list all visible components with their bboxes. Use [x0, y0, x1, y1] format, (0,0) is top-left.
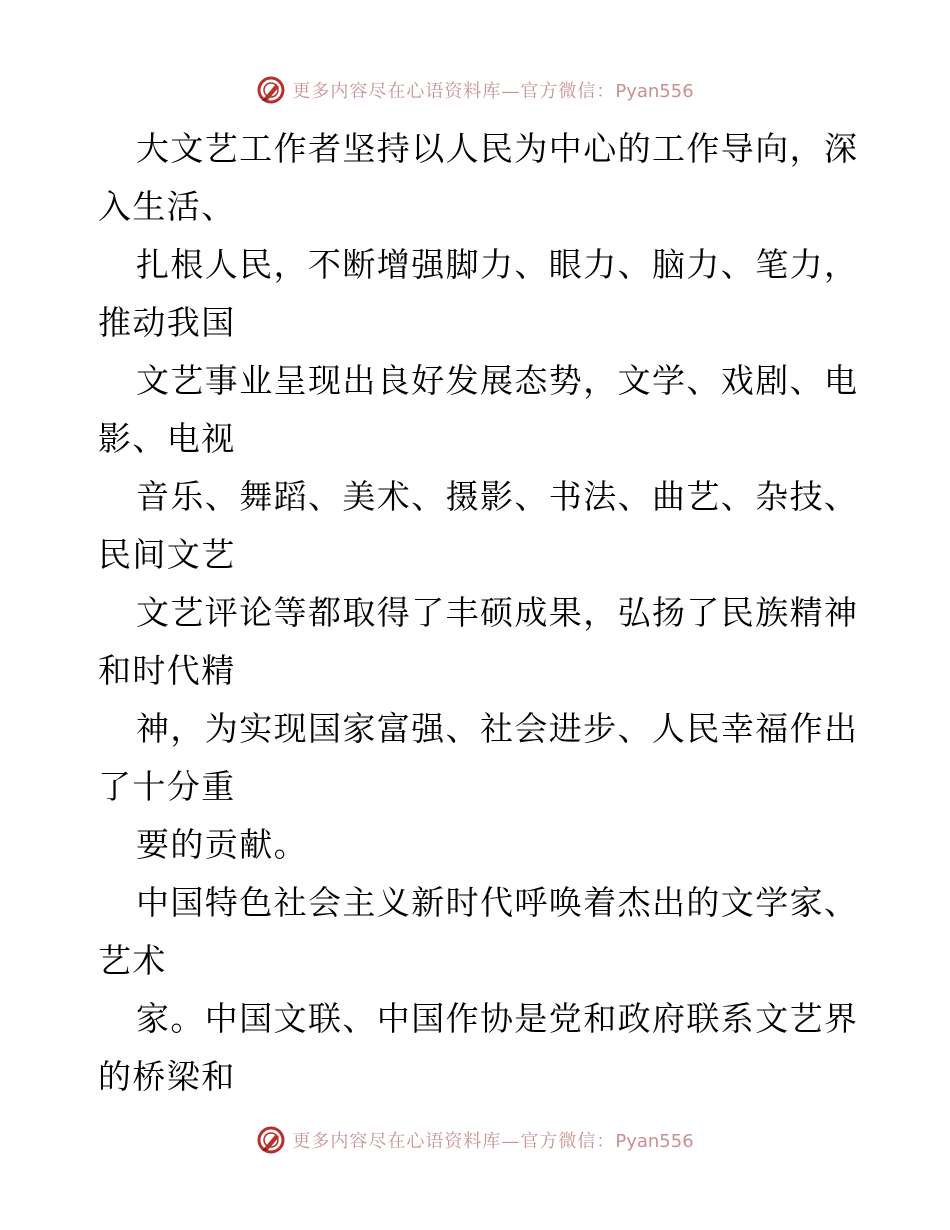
text-line: 扎根人民，不断增强脚力、眼力、脑力、笔力， — [136, 245, 859, 284]
text-line: 入生活、 — [98, 187, 236, 226]
text-line: 音乐、舞蹈、美术、摄影、书法、曲艺、杂技、 — [136, 477, 859, 516]
text-line: 影、电视 — [98, 419, 236, 458]
text-line: 文艺事业呈现出良好发展态势，文学、戏剧、电 — [136, 361, 859, 400]
pen-logo-icon — [256, 75, 286, 105]
watermark-cn: 更多内容尽在心语资料库—官方微信： — [292, 81, 616, 102]
text-line: 推动我国 — [98, 303, 236, 342]
text-line: 和时代精 — [98, 651, 236, 690]
text-line: 的桥梁和 — [98, 1057, 236, 1096]
text-line: 文艺评论等都取得了丰硕成果，弘扬了民族精神 — [136, 593, 859, 632]
text-line: 了十分重 — [98, 767, 236, 806]
text-line: 要的贡献。 — [136, 825, 308, 864]
pen-logo-icon — [256, 1125, 286, 1155]
text-line: 大文艺工作者坚持以人民为中心的工作导向，深 — [136, 129, 859, 168]
watermark-text — [292, 77, 693, 103]
watermark-cn: 更多内容尽在心语资料库—官方微信： — [292, 1131, 616, 1152]
watermark-wechat-id: Pyan556 — [615, 81, 694, 102]
footer-watermark — [0, 1120, 950, 1160]
text-line: 艺术 — [98, 941, 167, 980]
header-watermark — [0, 70, 950, 110]
text-line: 中国特色社会主义新时代呼唤着杰出的文学家、 — [136, 883, 859, 922]
text-line: 神，为实现国家富强、社会进步、人民幸福作出 — [136, 709, 859, 748]
watermark-text — [292, 1127, 693, 1153]
watermark-wechat-id: Pyan556 — [615, 1131, 694, 1152]
text-line: 民间文艺 — [98, 535, 236, 574]
text-line: 家。中国文联、中国作协是党和政府联系文艺界 — [136, 999, 859, 1038]
document-body — [98, 120, 858, 1106]
